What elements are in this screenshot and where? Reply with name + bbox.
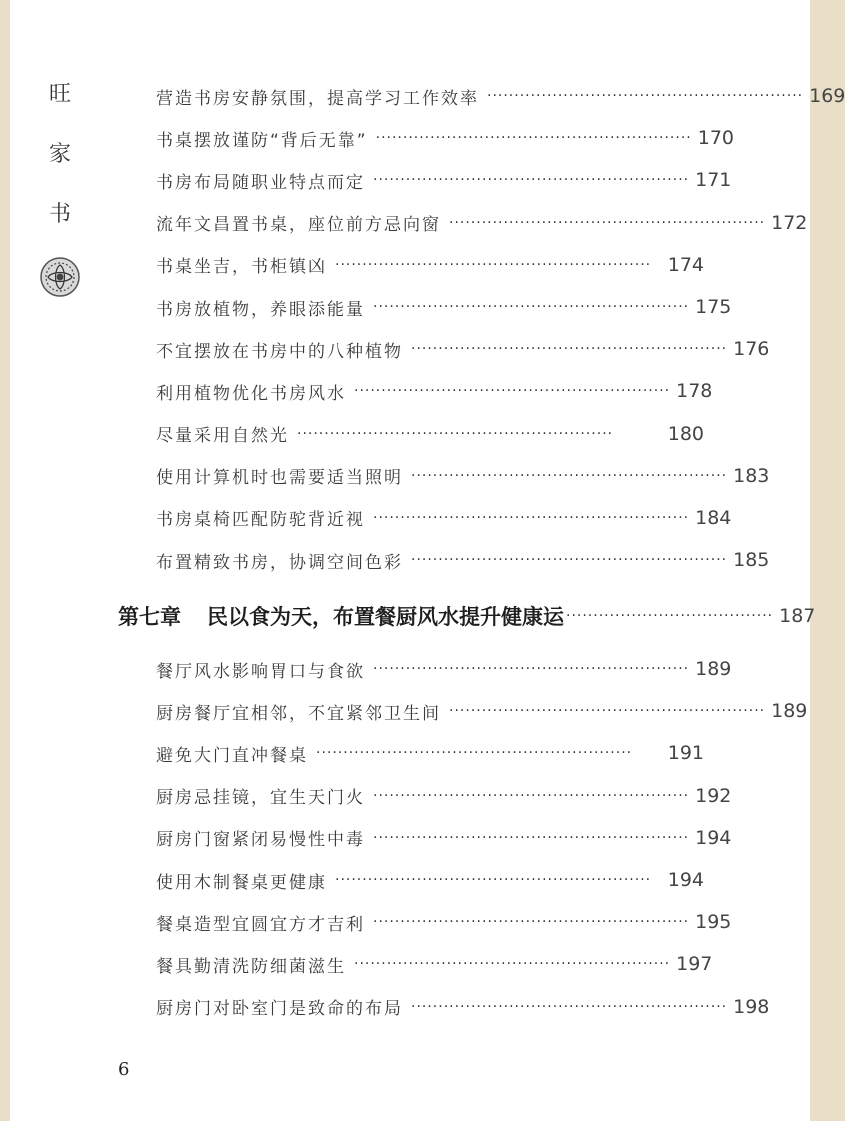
toc-entry[interactable] xyxy=(156,539,770,581)
leader-dots: ·························································· xyxy=(373,829,690,846)
toc-entry-page: 192 xyxy=(695,784,732,807)
chapter-page: 187 xyxy=(779,605,816,627)
toc-entry-title: 厨房忌挂镜，宜生天门火 xyxy=(156,788,365,809)
leader-dots: ·························································· xyxy=(354,383,671,400)
toc-entry[interactable] xyxy=(156,497,732,539)
toc-entry-page: 189 xyxy=(695,658,732,681)
toc-entry-page: 184 xyxy=(695,506,732,529)
toc-entry-page: 170 xyxy=(697,127,735,150)
chapter-title: 民以食为天，布置餐厨风水提升健康运 xyxy=(207,605,564,629)
leader-dots: ·························································· xyxy=(335,872,652,889)
toc-entry-page: 183 xyxy=(733,464,770,487)
leader-dots: ·························································· xyxy=(373,172,690,189)
toc-entry-title: 避免大门直冲餐桌 xyxy=(156,745,308,766)
chapter-heading[interactable] xyxy=(118,596,816,636)
toc-entry[interactable] xyxy=(156,244,704,286)
leader-dots: ·························································· xyxy=(375,130,692,147)
toc-entry[interactable] xyxy=(156,286,732,328)
toc-entry[interactable] xyxy=(156,75,845,117)
leader-dots: ·························································· xyxy=(487,88,804,105)
leader-dots: ·························································· xyxy=(316,745,633,762)
toc-entry[interactable] xyxy=(156,370,713,412)
leader-dots: ······································ xyxy=(566,608,774,624)
toc-entry-page: 172 xyxy=(771,211,808,234)
chapter-number: 第七章 xyxy=(118,605,181,629)
side-title xyxy=(40,84,80,298)
toc-entry-title: 流年文昌置书桌，座位前方忌向窗 xyxy=(156,215,441,236)
toc-entry-title: 书房布局随职业特点而定 xyxy=(156,172,365,193)
toc-entry-page: 174 xyxy=(667,253,704,276)
leader-dots: ·························································· xyxy=(449,703,766,720)
toc-entry-title: 书桌坐吉，书柜镇凶 xyxy=(156,257,327,278)
toc-entry-title: 使用木制餐桌更健康 xyxy=(156,872,327,893)
toc-entry-page: 194 xyxy=(695,826,732,849)
toc-entry-title: 使用计算机时也需要适当照明 xyxy=(156,468,403,489)
toc-entry-page: 194 xyxy=(667,869,704,892)
leader-dots: ·························································· xyxy=(449,214,766,231)
toc-list xyxy=(156,648,808,1028)
toc-entry[interactable] xyxy=(156,817,732,859)
toc-entry-page: 189 xyxy=(771,700,808,723)
toc-entry-title: 厨房门窗紧闭易慢性中毒 xyxy=(156,830,365,851)
toc-entry[interactable] xyxy=(156,986,770,1028)
leader-dots: ·························································· xyxy=(373,299,690,316)
toc-entry-title: 营造书房安静氛围，提高学习工作效率 xyxy=(156,88,479,109)
toc-entry-title: 尽量采用自然光 xyxy=(156,426,289,447)
toc-entry-page: 178 xyxy=(676,380,713,403)
toc-entry-title: 书桌摆放谨防“背后无靠” xyxy=(156,130,368,151)
book-page xyxy=(10,0,845,1121)
side-title-char: 家 xyxy=(48,142,71,167)
toc-entry-title: 不宜摆放在书房中的八种植物 xyxy=(156,341,403,362)
side-title-char: 书 xyxy=(48,202,71,227)
toc-entry-page: 191 xyxy=(667,742,704,765)
toc-entry[interactable] xyxy=(156,455,770,497)
toc-entry[interactable] xyxy=(156,859,704,901)
leader-dots: ·························································· xyxy=(373,787,690,804)
toc-entry-page: 176 xyxy=(733,338,770,361)
leader-dots: ·························································· xyxy=(411,552,728,569)
toc-entry-title: 厨房门对卧室门是致命的布局 xyxy=(156,999,403,1020)
side-title-char: 旺 xyxy=(48,82,71,107)
leader-dots: ·························································· xyxy=(354,956,671,973)
toc-entry[interactable] xyxy=(156,413,704,455)
toc-entry[interactable] xyxy=(156,648,732,690)
toc-entry-page: 198 xyxy=(733,995,770,1018)
toc-entry-page: 169 xyxy=(809,85,845,108)
toc-entry-page: 197 xyxy=(676,953,713,976)
toc-entry-title: 利用植物优化书房风水 xyxy=(156,383,346,404)
page-number: 6 xyxy=(118,1059,130,1080)
leader-dots: ·························································· xyxy=(297,425,614,442)
leader-dots: ·························································· xyxy=(411,341,728,358)
toc-entry-title: 书房放植物，养眼添能量 xyxy=(156,299,365,320)
toc-entry[interactable] xyxy=(156,901,732,943)
toc-entry[interactable] xyxy=(156,732,704,774)
leader-dots: ·························································· xyxy=(411,467,728,484)
leader-dots: ·························································· xyxy=(373,914,690,931)
toc-entry-title: 餐厅风水影响胃口与食欲 xyxy=(156,661,365,682)
leader-dots: ·························································· xyxy=(335,256,652,273)
toc-entry-page: 171 xyxy=(695,169,732,192)
toc-entry[interactable] xyxy=(156,202,808,244)
ornament-emblem-icon xyxy=(39,256,81,298)
leader-dots: ·························································· xyxy=(373,509,690,526)
leader-dots: ·························································· xyxy=(411,998,728,1015)
toc-entry-title: 厨房餐厅宜相邻，不宜紧邻卫生间 xyxy=(156,703,441,724)
toc-entry[interactable] xyxy=(156,117,735,159)
toc-entry-title: 餐桌造型宜圆宜方才吉利 xyxy=(156,914,365,935)
toc-entry[interactable] xyxy=(156,328,770,370)
toc-entry[interactable] xyxy=(156,775,732,817)
toc-entry[interactable] xyxy=(156,690,808,732)
toc-entry-page: 185 xyxy=(733,549,770,572)
toc-entry-page: 195 xyxy=(695,911,732,934)
toc-entry-title: 布置精致书房，协调空间色彩 xyxy=(156,552,403,573)
toc-entry-page: 175 xyxy=(695,296,732,319)
toc-entry[interactable] xyxy=(156,943,713,985)
toc-entry-title: 餐具勤清洗防细菌滋生 xyxy=(156,956,346,977)
toc-list xyxy=(156,75,845,581)
toc-entry[interactable] xyxy=(156,159,732,201)
leader-dots: ·························································· xyxy=(373,661,690,678)
toc-entry-title: 书房桌椅匹配防驼背近视 xyxy=(156,510,365,531)
toc-entry-page: 180 xyxy=(667,422,704,445)
